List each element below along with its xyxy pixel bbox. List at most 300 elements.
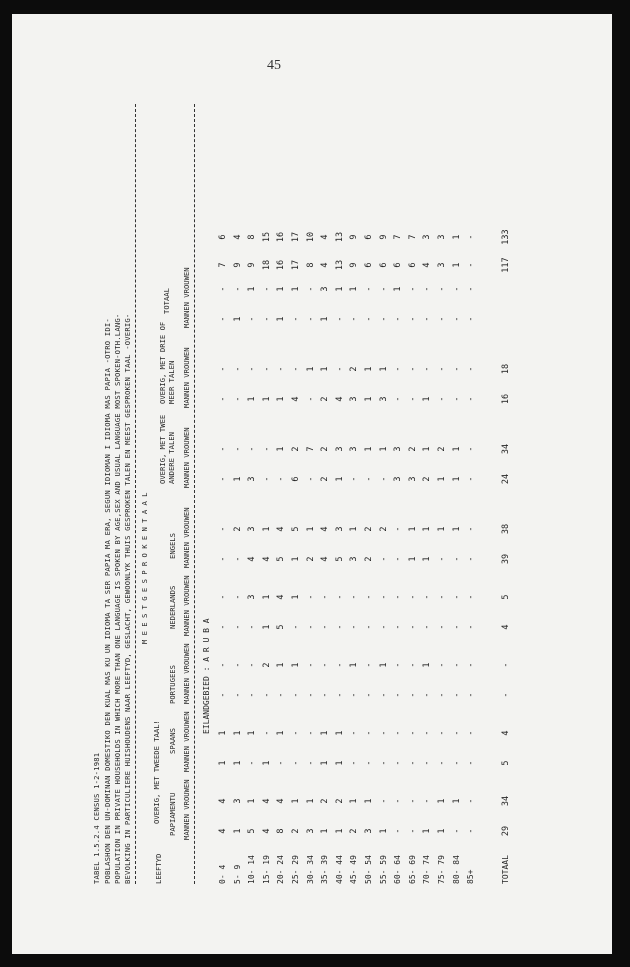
table-cell: - — [349, 692, 360, 698]
table-cell: - — [334, 594, 345, 600]
table-cell: 7 — [218, 262, 228, 268]
table-cell: 1 — [349, 798, 360, 804]
table-cell: - — [437, 730, 447, 736]
table-cell: - — [334, 366, 345, 372]
table-cell: 5 — [276, 624, 287, 630]
table-cell: - — [218, 594, 228, 600]
table-cell: - — [466, 760, 477, 766]
table-cell: - — [261, 366, 272, 372]
table-cell: - — [466, 446, 477, 452]
table-cell: - — [466, 798, 477, 804]
age-group-label: 30- 34 — [305, 855, 315, 884]
table-cell: - — [364, 594, 374, 600]
table-cell: - — [393, 624, 404, 630]
table-cell: - — [466, 662, 477, 668]
table-cell: - — [349, 624, 360, 630]
table-cell: 1 — [451, 234, 462, 240]
total-cell: 18 — [500, 363, 511, 375]
table-cell: - — [261, 692, 272, 698]
table-cell: - — [247, 692, 258, 698]
table-cell: - — [218, 366, 228, 372]
title-line-1: TABEL 1.5.2.4 CENSUS 1-2-1981 — [92, 752, 101, 884]
total-cell: 133 — [500, 229, 511, 245]
table-cell: - — [437, 286, 447, 292]
table-cell: 16 — [276, 231, 287, 243]
table-cell: - — [451, 396, 462, 402]
table-cell: - — [378, 730, 389, 736]
table-cell: 2 — [291, 828, 301, 834]
total-cell: - — [500, 692, 511, 698]
table-cell: - — [305, 692, 316, 698]
table-cell: 17 — [291, 231, 301, 243]
table-cell: 1 — [276, 662, 287, 668]
table-cell: 4 — [276, 594, 287, 600]
table-cell: 6 — [364, 262, 374, 268]
table-cell: - — [422, 624, 433, 630]
table-cell: - — [378, 476, 389, 482]
table-cell: - — [349, 730, 360, 736]
table-cell: - — [232, 594, 243, 600]
table-cell: 9 — [349, 234, 360, 240]
table-cell: 3 — [437, 234, 447, 240]
table-cell: - — [466, 692, 477, 698]
total-cell: 5 — [500, 760, 511, 766]
table-cell: 3 — [422, 234, 433, 240]
table-cell: - — [218, 476, 228, 482]
table-cell: 1 — [451, 446, 462, 452]
table-cell: - — [305, 476, 316, 482]
table-cell: - — [349, 760, 360, 766]
table-cell: 1 — [261, 624, 272, 630]
table-cell: - — [466, 316, 477, 322]
table-cell: - — [261, 316, 272, 322]
table-cell: - — [451, 662, 462, 668]
table-cell: 4 — [334, 396, 345, 402]
table-cell: 3 — [334, 446, 345, 452]
table-cell: 4 — [320, 234, 331, 240]
table-cell: 4 — [422, 262, 433, 268]
table-cell: 1 — [378, 446, 389, 452]
table-cell: 10 — [305, 231, 316, 243]
table-cell: - — [407, 760, 418, 766]
table-cell: 1 — [364, 366, 374, 372]
total-cell: 38 — [500, 523, 511, 535]
table-cell: - — [466, 262, 477, 268]
table-cell: 1 — [422, 828, 433, 834]
table-cell: 1 — [218, 730, 228, 736]
table-cell: - — [378, 798, 389, 804]
table-cell: - — [466, 730, 477, 736]
total-label: TOTAAL — [500, 855, 510, 884]
table-cell: 7 — [305, 446, 316, 452]
age-group-label: 80- 84 — [451, 855, 461, 884]
table-cell: - — [232, 396, 243, 402]
table-cell: 3 — [437, 262, 447, 268]
table-cell: - — [232, 286, 243, 292]
table-cell: 1 — [291, 556, 301, 562]
table-cell: - — [291, 730, 301, 736]
table-cell: - — [451, 366, 462, 372]
table-cell: 1 — [334, 476, 345, 482]
table-cell: - — [276, 366, 287, 372]
table-cell: 1 — [320, 828, 331, 834]
total-cell: 34 — [500, 795, 511, 807]
table-cell: 9 — [349, 262, 360, 268]
table-cell: 1 — [261, 594, 272, 600]
table-cell: - — [261, 476, 272, 482]
total-cell: 117 — [500, 257, 511, 273]
document-page — [12, 14, 612, 954]
lang-portugees: PORTUGEES — [168, 665, 177, 704]
table-cell: - — [466, 828, 477, 834]
table-cell: 1 — [393, 286, 404, 292]
table-cell: 1 — [334, 286, 345, 292]
sex-pair-header: MANNEN VROUWEN — [182, 779, 191, 840]
table-cell: - — [393, 730, 404, 736]
table-cell: - — [466, 366, 477, 372]
table-cell: 1 — [364, 396, 374, 402]
table-cell: - — [451, 556, 462, 562]
table-cell: - — [305, 760, 316, 766]
table-cell: - — [320, 624, 331, 630]
table-cell: - — [364, 624, 374, 630]
total-cell: 29 — [500, 825, 511, 837]
table-cell: 5 — [276, 556, 287, 562]
lang-nederlands: NEDERLANDS — [168, 585, 177, 629]
table-cell: - — [305, 396, 316, 402]
table-cell: - — [437, 316, 447, 322]
table-cell: 2 — [320, 476, 331, 482]
table-cell: 3 — [247, 526, 258, 532]
table-cell: - — [393, 396, 404, 402]
table-cell: 2 — [232, 526, 243, 532]
table-cell: 7 — [407, 234, 418, 240]
table-cell: 1 — [451, 798, 462, 804]
table-cell: 2 — [305, 556, 316, 562]
age-group-label: 85+ — [466, 869, 476, 884]
table-cell: - — [334, 316, 345, 322]
table-cell: - — [305, 316, 316, 322]
table-cell: - — [422, 366, 433, 372]
table-cell: 6 — [291, 476, 301, 482]
total-cell: 4 — [500, 624, 511, 630]
table-cell: - — [422, 760, 433, 766]
table-cell: 4 — [232, 234, 243, 240]
table-cell: - — [393, 556, 404, 562]
table-cell: - — [291, 692, 301, 698]
table-cell: - — [466, 396, 477, 402]
sex-pair-header: MANNEN VROUWEN — [182, 575, 191, 636]
table-cell: 2 — [407, 446, 418, 452]
table-cell: - — [407, 286, 418, 292]
table-cell: 1 — [334, 760, 345, 766]
sex-pair-header: MANNEN VROUWEN — [182, 347, 191, 408]
table-cell: 1 — [437, 526, 447, 532]
age-group-label: 40- 44 — [334, 855, 344, 884]
table-cell: 4 — [247, 556, 258, 562]
table-cell: 4 — [291, 396, 301, 402]
table-cell: 4 — [276, 798, 287, 804]
table-cell: 9 — [232, 262, 243, 268]
age-column-header: LEEFTYD — [154, 853, 163, 884]
age-group-label: 65- 69 — [407, 855, 417, 884]
table-cell: 2 — [378, 526, 389, 532]
total-cell: 39 — [500, 553, 511, 565]
age-group-label: 70- 74 — [422, 855, 432, 884]
table-cell: - — [261, 446, 272, 452]
table-cell: - — [466, 556, 477, 562]
table-cell: 2 — [364, 526, 374, 532]
table-cell: 2 — [291, 446, 301, 452]
table-cell: 9 — [378, 234, 389, 240]
table-cell: 1 — [291, 798, 301, 804]
table-cell: - — [451, 730, 462, 736]
table-cell: - — [232, 366, 243, 372]
table-cell: 3 — [349, 446, 360, 452]
table-cell: 2 — [261, 662, 272, 668]
table-cell: 4 — [320, 262, 331, 268]
table-cell: - — [466, 624, 477, 630]
table-cell: - — [364, 730, 374, 736]
table-cell: - — [407, 316, 418, 322]
table-cell: - — [334, 624, 345, 630]
total-cell: - — [500, 662, 511, 668]
table-cell: 13 — [334, 259, 345, 271]
table-cell: 7 — [393, 234, 404, 240]
table-cell: - — [407, 624, 418, 630]
table-cell: - — [422, 798, 433, 804]
table-cell: - — [218, 526, 228, 532]
title-line-2: POBLASHON DEN UN-DOMINAN DOMESTIKO DEN KUAL MAS KU UN IDIOMA TA SER PAPIA MA ERA, SEGUN IDIOMAN I IDIOMA MAS PAPIA -OTRO IDI- — [103, 318, 112, 884]
table-cell: 1 — [320, 730, 331, 736]
lang-overig-twee: OVERIG, MET TWEE ANDERE TALEN — [158, 414, 176, 484]
age-group-label: 10- 14 — [247, 855, 257, 884]
table-cell: - — [349, 476, 360, 482]
table-cell: 2 — [320, 396, 331, 402]
sex-pair-header: MANNEN VROUWEN — [182, 427, 191, 488]
table-cell: 1 — [232, 730, 243, 736]
table-cell: - — [276, 476, 287, 482]
age-group-label: 45- 49 — [349, 855, 359, 884]
sex-pair-header: MANNEN VROUWEN — [182, 267, 191, 328]
age-group-label: 55- 59 — [378, 855, 388, 884]
table-cell: 3 — [393, 476, 404, 482]
table-cell: 2 — [320, 798, 331, 804]
table-cell: 2 — [364, 556, 374, 562]
table-cell: - — [393, 662, 404, 668]
table-cell: 4 — [261, 828, 272, 834]
table-cell: 4 — [261, 556, 272, 562]
total-cell: 24 — [500, 473, 511, 485]
table-cell: - — [437, 366, 447, 372]
table-cell: - — [407, 798, 418, 804]
table-cell: - — [407, 692, 418, 698]
table-cell: 1 — [437, 798, 447, 804]
table-cell: 6 — [407, 262, 418, 268]
table-cell: 9 — [247, 262, 258, 268]
table-cell: - — [247, 446, 258, 452]
table-cell: 1 — [378, 662, 389, 668]
table-cell: - — [218, 624, 228, 630]
table-cell: 3 — [334, 526, 345, 532]
table-cell: 16 — [276, 259, 287, 271]
table-cell: - — [218, 662, 228, 668]
table-cell: 1 — [334, 828, 345, 834]
table-cell: 6 — [393, 262, 404, 268]
table-cell: - — [261, 730, 272, 736]
table-cell: 5 — [247, 828, 258, 834]
table-cell: 2 — [437, 446, 447, 452]
table-cell: - — [291, 760, 301, 766]
table-cell: 4 — [261, 798, 272, 804]
table-cell: 3 — [393, 446, 404, 452]
table-cell: 1 — [261, 396, 272, 402]
table-cell: 1 — [247, 286, 258, 292]
total-cell: 34 — [500, 443, 511, 455]
table-cell: - — [291, 624, 301, 630]
table-cell: 1 — [451, 262, 462, 268]
table-cell: 2 — [422, 476, 433, 482]
table-cell: - — [218, 396, 228, 402]
table-cell: - — [334, 692, 345, 698]
table-cell: - — [393, 760, 404, 766]
table-cell: - — [437, 760, 447, 766]
table-cell: - — [451, 760, 462, 766]
table-cell: 1 — [422, 662, 433, 668]
table-cell: - — [407, 594, 418, 600]
table-cell: 3 — [378, 396, 389, 402]
table-cell: - — [393, 316, 404, 322]
table-cell: - — [378, 556, 389, 562]
age-group-label: 5- 9 — [232, 864, 242, 884]
table-cell: 1 — [276, 730, 287, 736]
table-cell: - — [451, 594, 462, 600]
table-cell: 6 — [364, 234, 374, 240]
table-cell: - — [466, 526, 477, 532]
table-cell: - — [393, 594, 404, 600]
table-cell: 5 — [291, 526, 301, 532]
table-cell: - — [451, 316, 462, 322]
table-cell: - — [378, 316, 389, 322]
table-cell: - — [451, 828, 462, 834]
table-cell: 1 — [437, 828, 447, 834]
table-cell: 1 — [334, 730, 345, 736]
table-cell: 1 — [247, 730, 258, 736]
table-cell: - — [305, 594, 316, 600]
table-cell: - — [364, 316, 374, 322]
table-cell: - — [364, 760, 374, 766]
table-cell: 1 — [407, 556, 418, 562]
table-cell: - — [247, 760, 258, 766]
age-group-label: 0- 4 — [218, 864, 227, 884]
table-cell: 13 — [334, 231, 345, 243]
table-cell: - — [378, 594, 389, 600]
table-cell: - — [393, 798, 404, 804]
table-cell: - — [218, 316, 228, 322]
table-cell: 1 — [305, 526, 316, 532]
age-group-label: 35- 39 — [320, 855, 330, 884]
table-cell: 1 — [291, 594, 301, 600]
table-cell: - — [407, 662, 418, 668]
table-cell: 1 — [364, 798, 374, 804]
title-line-4: BEVOLKING IN PARTICULIERE HUISHOUDENS NAAR LEEFTYD, GESLACHT, GEWOONLYK THUIS GESPROKEN TALEN EN MEEST GESPROKEN TAAL -OVERIG- — [123, 313, 132, 884]
sex-pair-header: MANNEN VROUWEN — [182, 711, 191, 772]
table-cell: - — [261, 286, 272, 292]
table-cell: - — [349, 594, 360, 600]
table-cell: 3 — [247, 476, 258, 482]
table-cell: 3 — [349, 556, 360, 562]
total-cell: 16 — [500, 393, 511, 405]
page-number: 45 — [267, 58, 281, 73]
table-cell: - — [378, 286, 389, 292]
table-cell: 1 — [320, 760, 331, 766]
divider — [194, 104, 195, 884]
table-cell: - — [378, 624, 389, 630]
table-cell: 1 — [320, 366, 331, 372]
table-cell: - — [232, 692, 243, 698]
table-cell: 1 — [349, 662, 360, 668]
table-cell: - — [422, 594, 433, 600]
table-cell: - — [451, 624, 462, 630]
table-cell: - — [422, 316, 433, 322]
table-cell: - — [305, 286, 316, 292]
divider — [135, 104, 136, 884]
table-cell: - — [291, 366, 301, 372]
table-cell: 2 — [349, 828, 360, 834]
table-cell: 1 — [378, 828, 389, 834]
table-cell: 1 — [407, 526, 418, 532]
table-cell: 1 — [437, 476, 447, 482]
table-cell: - — [437, 594, 447, 600]
table-cell: - — [437, 692, 447, 698]
age-group-label: 60- 64 — [393, 855, 403, 884]
table-cell: 1 — [422, 526, 433, 532]
table-cell: 8 — [276, 828, 287, 834]
table-cell: - — [466, 594, 477, 600]
table-cell: 3 — [364, 828, 374, 834]
table-cell: 4 — [218, 798, 228, 804]
table-cell: 1 — [276, 446, 287, 452]
table-cell: - — [364, 286, 374, 292]
table-cell: 1 — [349, 286, 360, 292]
table-cell: - — [422, 730, 433, 736]
table-cell: - — [218, 692, 228, 698]
table-cell: - — [305, 662, 316, 668]
table-cell: - — [218, 286, 228, 292]
table-cell: 3 — [407, 476, 418, 482]
group-header: M E E S T G E S P R O K E N T A A L — [140, 492, 149, 644]
table-cell: 3 — [320, 286, 331, 292]
table-cell: - — [437, 662, 447, 668]
lang-engels: ENGELS — [168, 533, 177, 559]
table-cell: 8 — [247, 234, 258, 240]
table-cell: 1 — [276, 316, 287, 322]
table-cell: - — [364, 692, 374, 698]
table-cell: - — [422, 286, 433, 292]
table-cell: 2 — [320, 446, 331, 452]
table-cell: 1 — [378, 366, 389, 372]
table-cell: 17 — [291, 259, 301, 271]
table-cell: 18 — [261, 259, 272, 271]
table-cell: - — [305, 730, 316, 736]
total-cell: 5 — [500, 594, 511, 600]
table-cell: - — [247, 662, 258, 668]
table-cell: 4 — [218, 828, 228, 834]
table-cell: 6 — [378, 262, 389, 268]
subgroup-header: OVERIG, MET TWEEDE TAAL! — [152, 720, 161, 824]
table-cell: 1 — [305, 366, 316, 372]
total-cell: 4 — [500, 730, 511, 736]
